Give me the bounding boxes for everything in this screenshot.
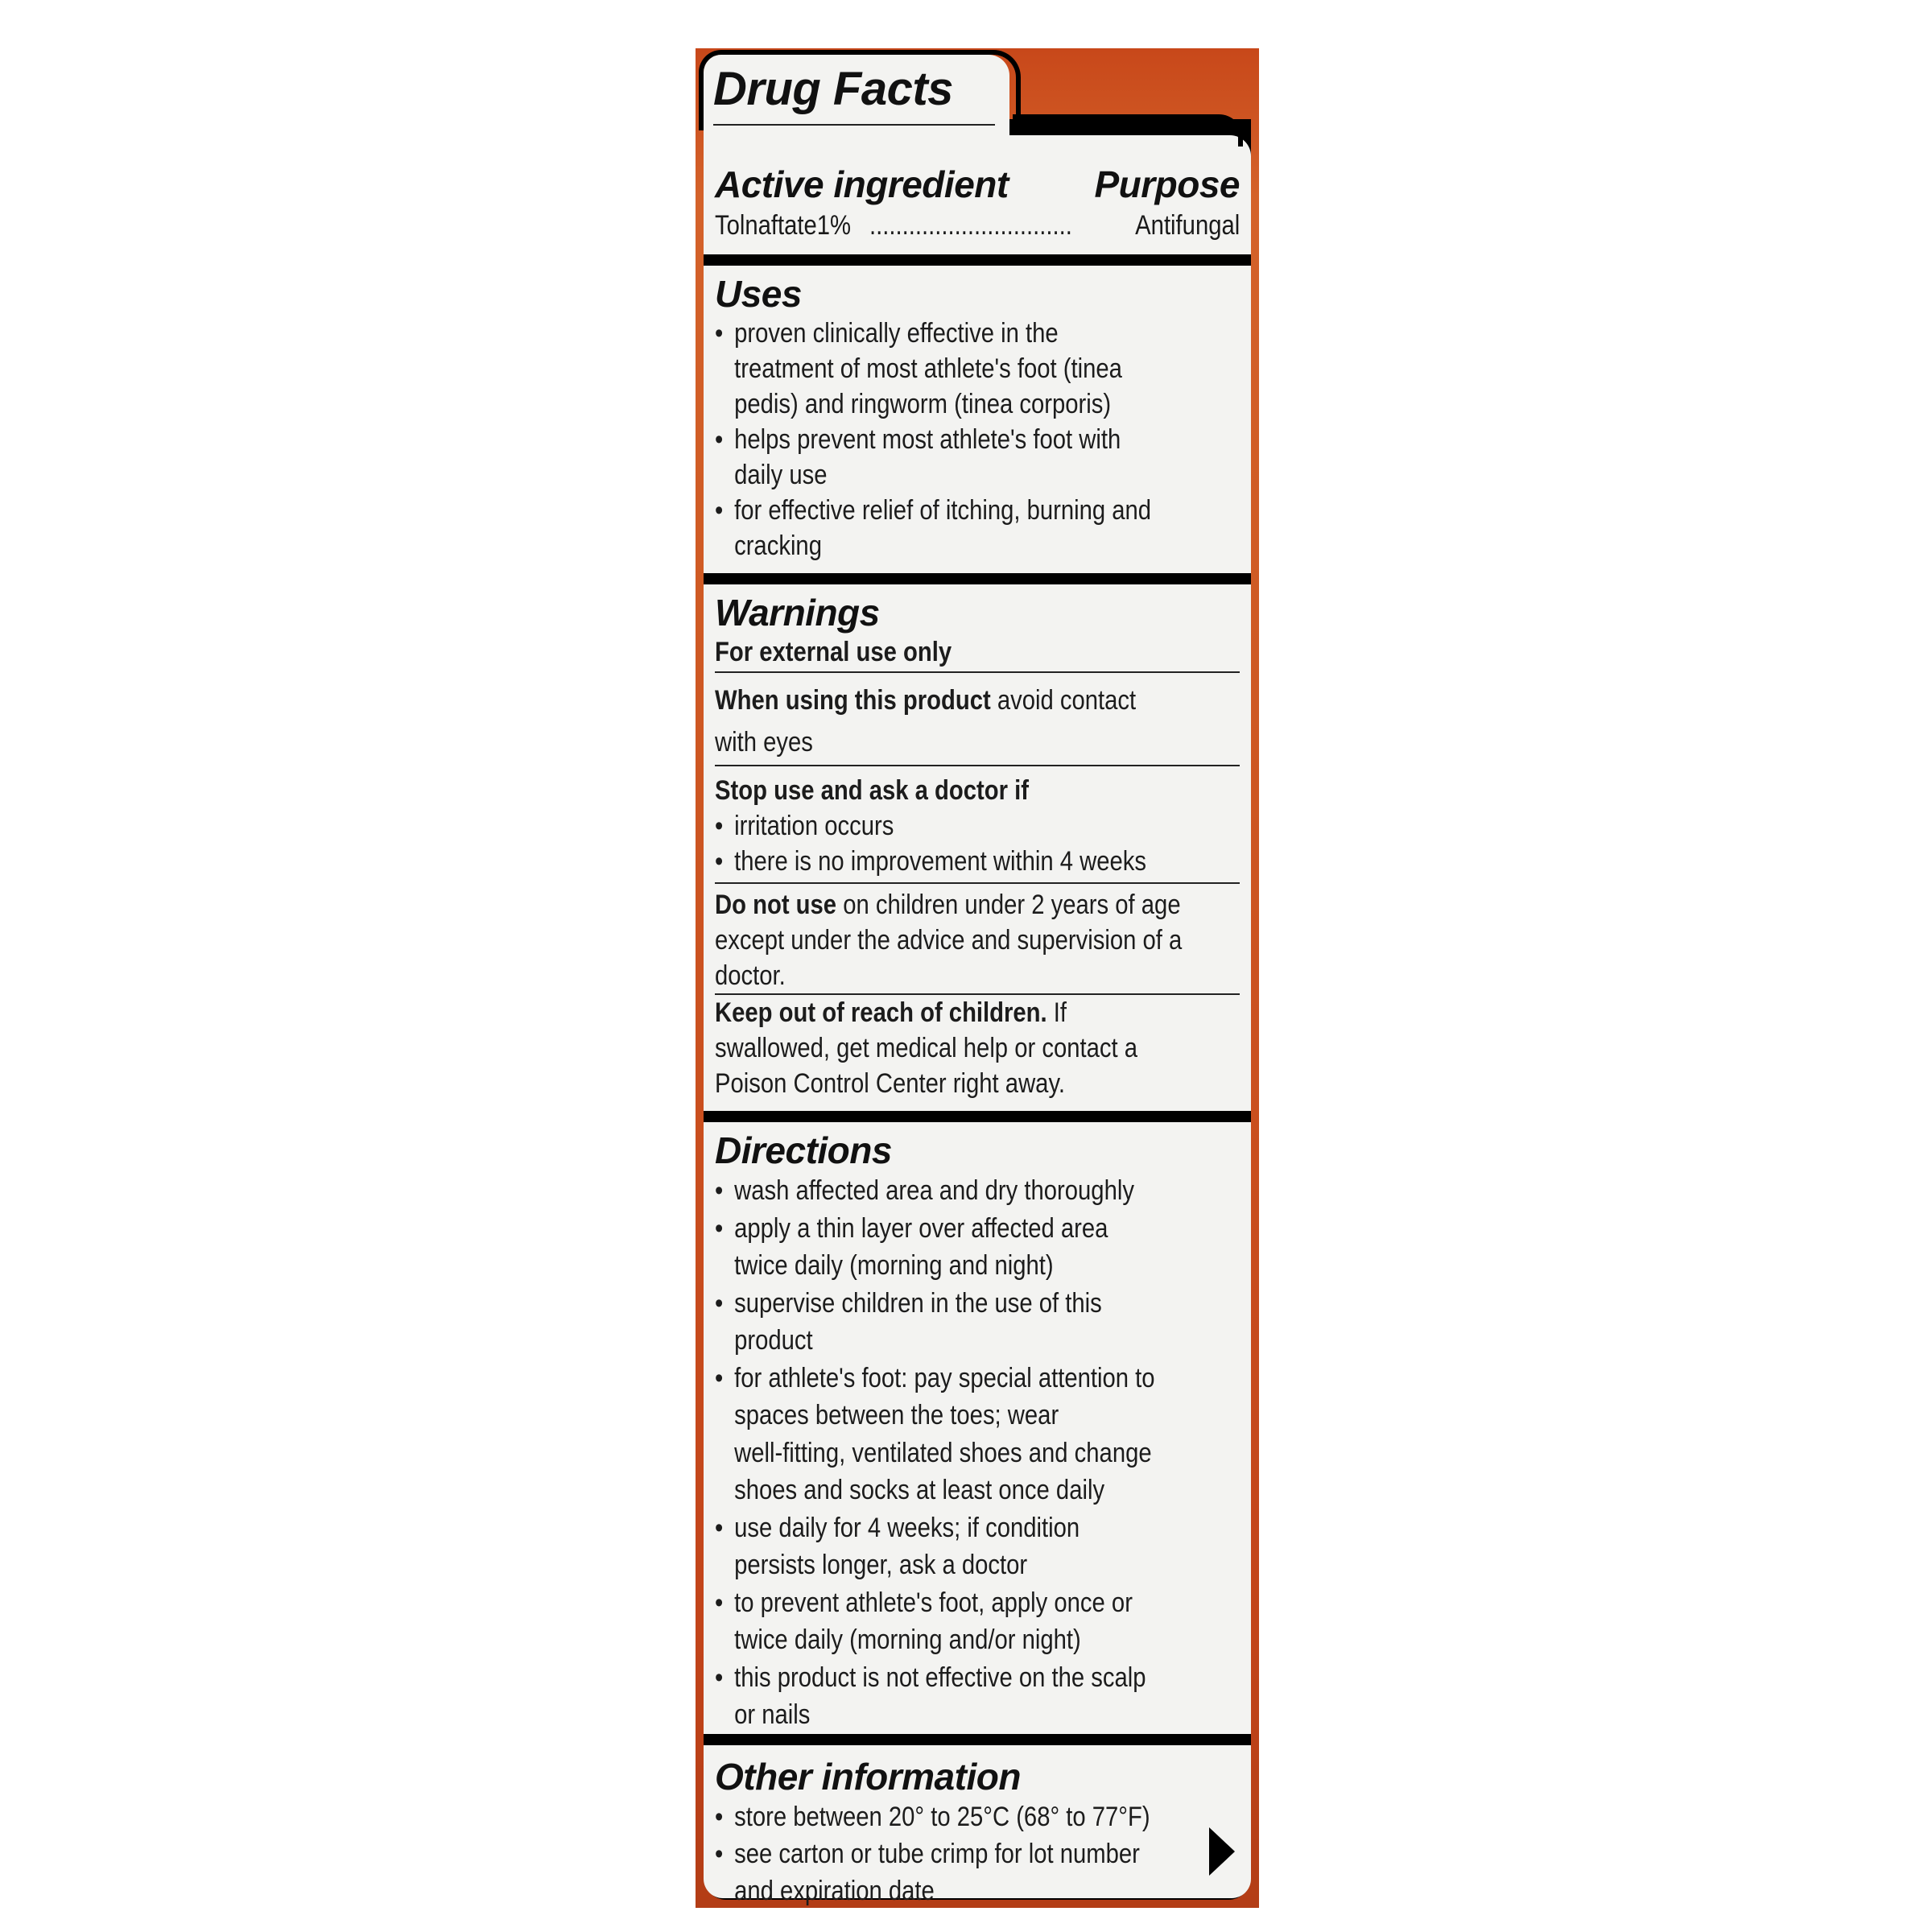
- keep-out-line: [715, 995, 1166, 1030]
- list-item: • see carton or tube crimp for lot number: [715, 1835, 1166, 1872]
- uses-section: [704, 266, 1251, 573]
- other-information-header: Other information: [715, 1756, 1021, 1798]
- do-not-use-bold: Do not use: [715, 890, 837, 920]
- keep-out-rest: If: [1046, 997, 1067, 1028]
- purpose-header: Purpose: [1094, 163, 1240, 205]
- directions-section: [704, 1122, 1251, 1734]
- other-information-section: [704, 1745, 1251, 1906]
- warnings-rule-1: [715, 671, 1240, 673]
- warnings-section: [704, 584, 1251, 1111]
- active-ingredient-header: Active ingredient: [715, 163, 1009, 205]
- list-item: • proven clinically effective in the: [715, 316, 1166, 351]
- ingredient-purpose: Antifungal: [1134, 210, 1240, 241]
- keep-out-bold: Keep out of reach of children.: [715, 997, 1047, 1028]
- list-item: cracking: [734, 530, 822, 561]
- title-underline: [713, 124, 995, 126]
- list-item: • supervise children in the use of this: [715, 1285, 1166, 1323]
- ingredient-dots: ...............................: [869, 210, 1072, 241]
- when-using-line: [715, 679, 1166, 721]
- external-use-text: For external use only: [715, 637, 952, 667]
- list-item: • helps prevent most athlete's foot with: [715, 422, 1166, 457]
- stop-use-header: Stop use and ask a doctor if: [715, 775, 1029, 806]
- list-item: • wash affected area and dry thoroughly: [715, 1172, 1166, 1210]
- list-item: or nails: [734, 1699, 811, 1730]
- list-item: • store between 20° to 25°C (68° to 77°F): [715, 1798, 1166, 1835]
- keep-out-line-2: swallowed, get medical help or contact a: [715, 1033, 1137, 1063]
- list-item: product: [734, 1325, 813, 1356]
- drug-facts-title: Drug Facts: [713, 63, 953, 115]
- do-not-use-line-3: doctor.: [715, 960, 786, 991]
- list-item: • irritation occurs: [715, 808, 1166, 844]
- list-item: well-fitting, ventilated shoes and change: [734, 1437, 1152, 1468]
- directions-header: Directions: [715, 1129, 892, 1171]
- active-ingredient-section: [704, 135, 1251, 254]
- panel-corner: [1013, 114, 1243, 147]
- do-not-use-line-2: except under the advice and supervision of a: [715, 925, 1183, 956]
- uses-list: [715, 316, 1240, 564]
- list-item: • this product is not effective on the scalp: [715, 1659, 1166, 1697]
- when-using-rest: avoid contact: [990, 685, 1137, 716]
- do-not-use-line: [715, 887, 1181, 923]
- when-using-bold: When using this product: [715, 685, 991, 716]
- list-item: • to prevent athlete's foot, apply once or: [715, 1584, 1166, 1622]
- product-carton: [696, 48, 1259, 1908]
- warnings-rule-2: [715, 765, 1240, 766]
- list-item: • for athlete's foot: pay special attention to: [715, 1360, 1166, 1397]
- list-item: persists longer, ask a doctor: [734, 1550, 1028, 1580]
- list-item: pedis) and ringworm (tinea corporis): [734, 389, 1112, 419]
- list-item: daily use: [734, 460, 828, 490]
- uses-header: Uses: [715, 273, 802, 315]
- list-item: twice daily (morning and/or night): [734, 1624, 1081, 1655]
- stop-use-list: [715, 808, 1240, 879]
- list-item: treatment of most athlete's foot (tinea: [734, 353, 1122, 384]
- list-item: spaces between the toes; wear: [734, 1400, 1059, 1430]
- warnings-rule-3: [715, 882, 1240, 884]
- list-item: • use daily for 4 weeks; if condition: [715, 1509, 1166, 1547]
- continue-arrow-icon: [1209, 1827, 1235, 1876]
- list-item: and expiration date: [734, 1876, 935, 1906]
- warnings-header: Warnings: [715, 592, 880, 634]
- directions-list: [715, 1172, 1240, 1734]
- list-item: shoes and socks at least once daily: [734, 1475, 1105, 1505]
- other-information-list: [715, 1798, 1240, 1909]
- list-item: • for effective relief of itching, burning and: [715, 493, 1166, 528]
- do-not-use-rest: on children under 2 years of age: [836, 890, 1181, 920]
- list-item: • there is no improvement within 4 weeks: [715, 844, 1166, 879]
- list-item: • apply a thin layer over affected area: [715, 1210, 1166, 1248]
- when-using-line-2: with eyes: [715, 727, 813, 758]
- list-item: twice daily (morning and night): [734, 1250, 1054, 1281]
- keep-out-line-3: Poison Control Center right away.: [715, 1068, 1066, 1099]
- ingredient-name: Tolnaftate1%: [715, 210, 852, 241]
- title-tab: [704, 55, 1009, 135]
